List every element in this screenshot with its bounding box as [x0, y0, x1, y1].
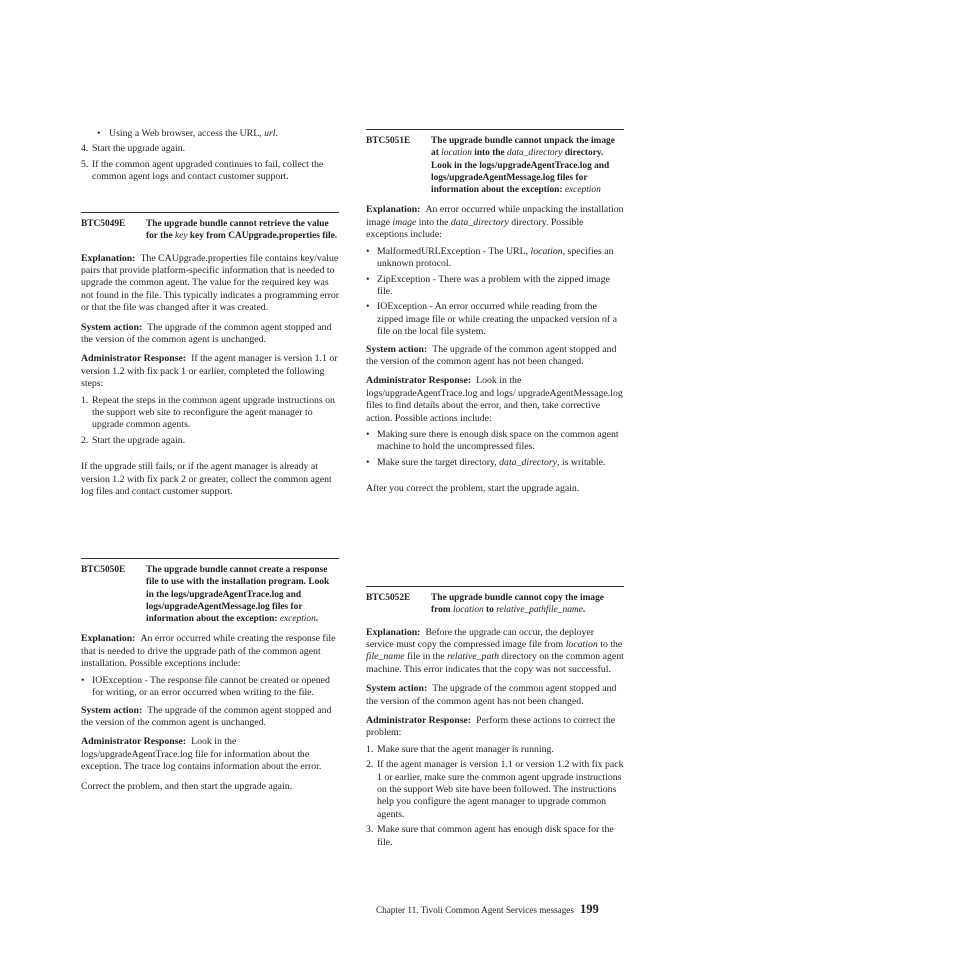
- list-item: • ZipException - There was a problem with the zipped image file.: [366, 274, 624, 299]
- list-item: • IOException - An error occurred while reading from the zipped image file or while creating the unpacked version of a file on the local file system.: [366, 301, 624, 338]
- bullet-list: [366, 429, 624, 469]
- list-item: 5. If the common agent upgraded continues to fail, collect the common agent logs and contact customer support.: [81, 158, 324, 183]
- administrator-response: Administrator Response: Look in the logs/upgradeAgentTrace.log file for information about the exception. The trace log contains information about the error.: [81, 736, 322, 773]
- message-code: BTC5049E: [81, 219, 126, 229]
- message-btc5052e: [366, 586, 624, 852]
- list-item: 3. Make sure that common agent has enough disk space for the file.: [366, 824, 614, 848]
- message-btc5050e: [81, 558, 339, 793]
- message-code: BTC5052E: [366, 593, 411, 603]
- administrator-response: Administrator Response: Look in the logs/upgradeAgentTrace.log and logs/ upgradeAgentMessage.log files to find details about the error, and then, take corrective action. Possible actions include:: [366, 375, 623, 424]
- explanation: Explanation: An error occurred while unpacking the installation image image into the data_directory directory. Possible exceptions include:: [366, 204, 624, 241]
- list-item: • Make sure the target directory, data_directory, is writable.: [366, 457, 624, 469]
- message-code: BTC5051E: [366, 136, 411, 146]
- message-header: [81, 558, 339, 625]
- closing-paragraph: If the upgrade still fails, or if the agent manager is already at version 1.2 with fix pack 2 or greater, collect the common agent log files and contact customer support.: [81, 461, 332, 498]
- bullet-list: [81, 675, 339, 700]
- explanation: Explanation: The CAUpgrade.properties file contains key/value pairs that provide platform-specific information that is needed to upgrade the common agent. The value for the required key was not found in the file. This typically indicates a programming error or that the file was changed after it was created.: [81, 252, 340, 314]
- list-item: • MalformedURLException - The URL, location, specifies an unknown protocol.: [366, 246, 624, 271]
- list-item: • IOException - The response file cannot be created or opened for writing, or an error occurred when writing to the file.: [81, 675, 339, 700]
- message-title: The upgrade bundle cannot unpack the image at location into the data_directory directory. Look in the logs/upgradeAgentTrace.log and logs/upgradeAgentMessage.log files for information about the exception: exception: [431, 136, 615, 196]
- message-code: BTC5050E: [81, 565, 126, 575]
- administrator-response: Administrator Response: Perform these actions to correct the problem:: [366, 715, 616, 739]
- sub-bullet-list: [81, 128, 339, 140]
- numbered-list: [81, 395, 339, 448]
- numbered-list: [81, 143, 339, 183]
- system-action: System action: The upgrade of the common agent stopped and the version of the common agent is unchanged.: [81, 321, 332, 346]
- closing-paragraph: Correct the problem, and then start the upgrade again.: [81, 780, 293, 792]
- list-item: 1. Repeat the steps in the common agent upgrade instructions on the support web site to reconfigure the agent manager to upgrade common agents.: [81, 394, 335, 431]
- administrator-response: Administrator Response: If the agent manager is version 1.1 or version 1.2 with fix pack 1 or earlier, completed the following steps:: [81, 353, 338, 390]
- message-title: The upgrade bundle cannot create a response file to use with the installation program. Look in the logs/upgradeAgentTrace.log and logs/upgradeAgentMessage.log files for information about the exception: exception.: [146, 565, 330, 625]
- bullet-list: [366, 246, 624, 339]
- list-item: • Making sure there is enough disk space on the common agent machine to hold the uncompressed files.: [366, 429, 624, 454]
- message-title: The upgrade bundle cannot copy the image from location to relative_pathfile_name.: [431, 593, 604, 616]
- closing-paragraph: After you correct the problem, start the upgrade again.: [366, 483, 580, 495]
- explanation: Explanation: Before the upgrade can occur, the deployer service must copy the compressed image file from location to the file_name file in the relative_path directory on the common agent machine. This error indicates that the copy was not successful.: [366, 626, 624, 675]
- list-item: 1. Make sure that the agent manager is running.: [366, 743, 554, 755]
- page-number: 199: [579, 902, 599, 916]
- numbered-list: [366, 744, 624, 849]
- system-action: System action: The upgrade of the common agent stopped and the version of the common agent has not been changed.: [366, 683, 617, 707]
- explanation: Explanation: An error occurred while creating the response file that is needed to drive the upgrade path of the common agent installation. Possible exceptions include:: [81, 633, 336, 670]
- page-footer: [376, 903, 599, 916]
- list-item: 2. If the agent manager is version 1.1 or version 1.2 with fix pack 1 or earlier, make sure the common agent upgrade instructions on the support Web site have been followed. The instructions help you configure the agent manager to upgrade common agents.: [366, 759, 624, 820]
- list-item: • Using a Web browser, access the URL, url.: [81, 128, 339, 140]
- system-action: System action: The upgrade of the common agent stopped and the version of the common agent is unchanged.: [81, 704, 332, 728]
- intro-steps: [81, 128, 339, 187]
- message-header: [81, 212, 339, 243]
- list-item: 4. Start the upgrade again.: [81, 143, 186, 155]
- list-item: 2. Start the upgrade again.: [81, 434, 186, 446]
- message-header: [366, 586, 624, 617]
- chapter-title: Chapter 11. Tivoli Common Agent Services messages: [376, 905, 574, 915]
- message-btc5051e: [366, 129, 624, 496]
- message-header: [366, 129, 624, 196]
- system-action: System action: The upgrade of the common agent stopped and the version of the common agent has not been changed.: [366, 343, 617, 367]
- message-title: The upgrade bundle cannot retrieve the value for the key key from CAUpgrade.properties file.: [146, 219, 338, 242]
- message-btc5049e: [81, 212, 339, 499]
